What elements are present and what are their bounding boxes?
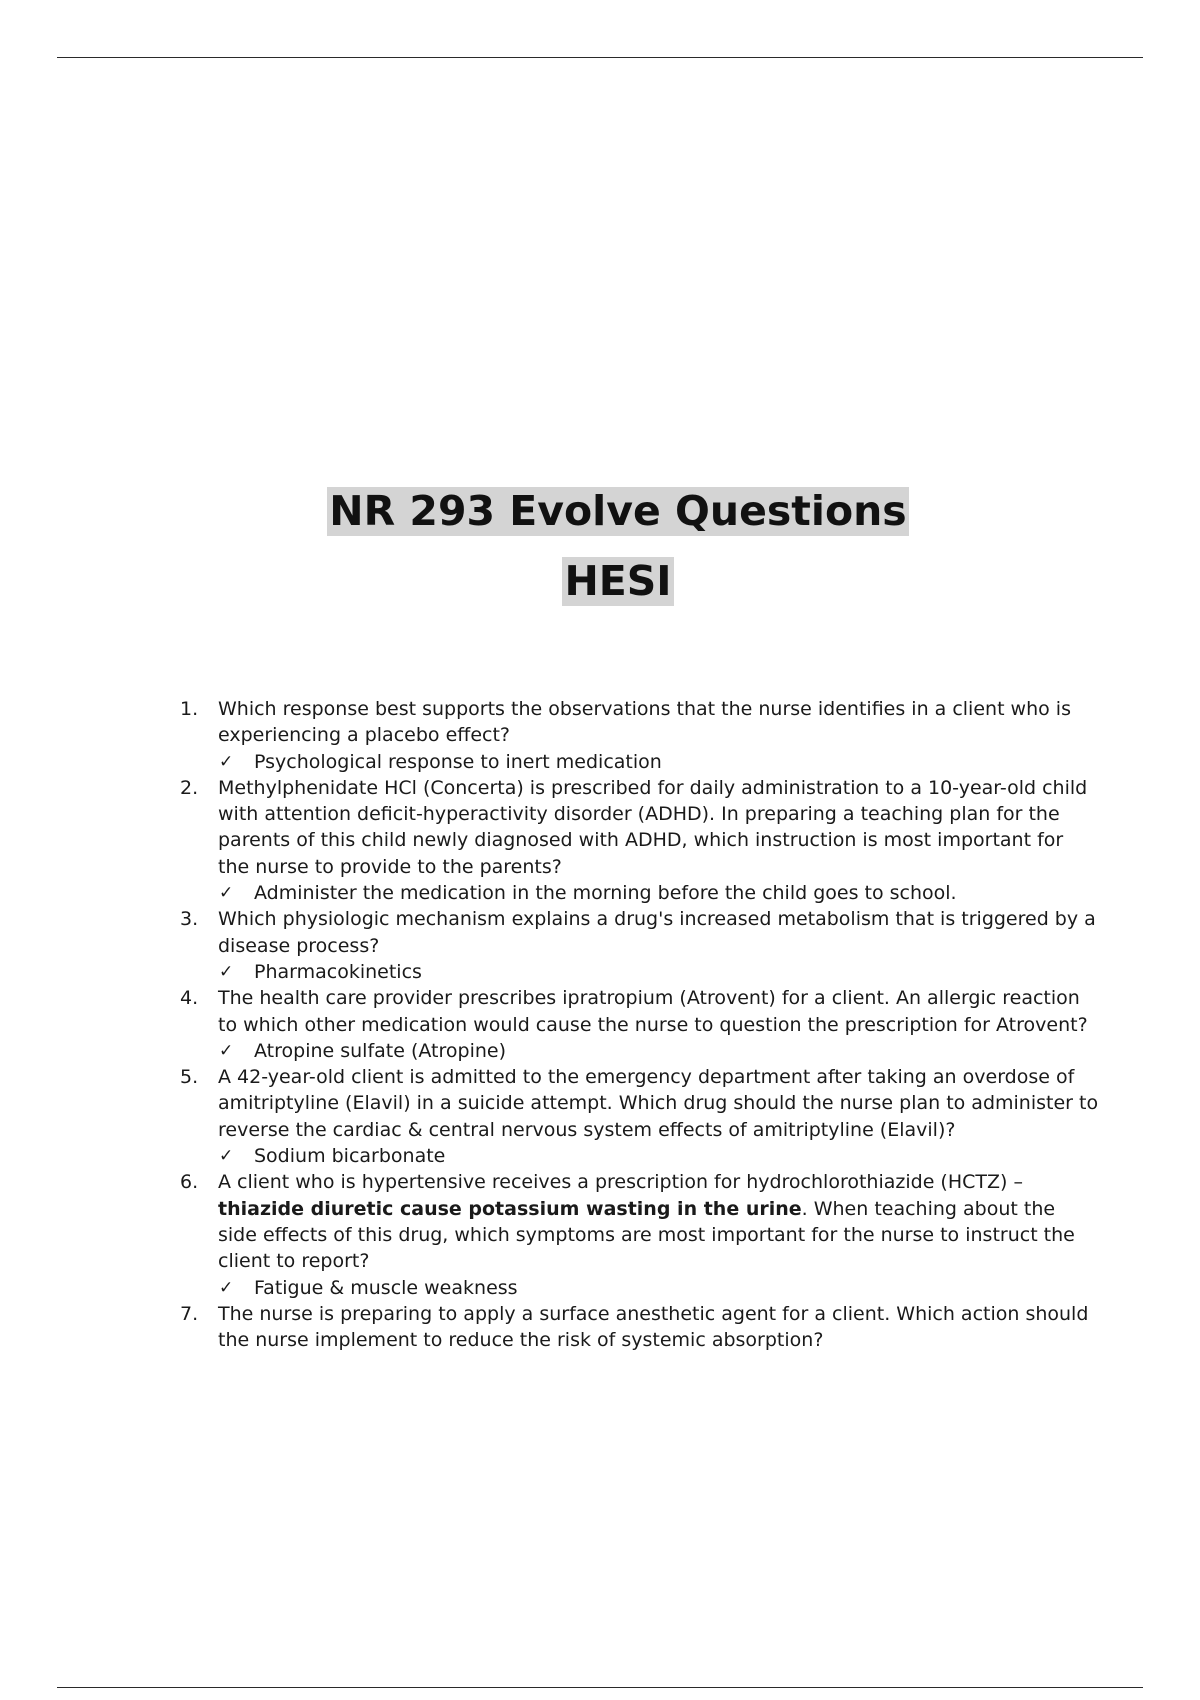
answer-line (218, 959, 1100, 985)
question-number: 7. (180, 1302, 199, 1325)
answer-line (218, 880, 1100, 906)
answer-text: Pharmacokinetics (254, 960, 422, 983)
question-number: 2. (180, 776, 199, 799)
question-item (180, 1064, 1100, 1169)
question-number: 4. (180, 987, 199, 1010)
checkmark-icon: ✓ (219, 1040, 234, 1061)
checkmark-icon: ✓ (219, 1146, 234, 1167)
question-text (218, 1169, 1100, 1274)
answer-line (218, 749, 1100, 775)
answer-text: Administer the medication in the morning before the child goes to school. (254, 882, 957, 905)
checkmark-icon: ✓ (219, 883, 234, 904)
question-number: 3. (180, 908, 199, 931)
question-item (180, 1301, 1100, 1354)
question-item (180, 985, 1100, 1064)
answer-text: Sodium bicarbonate (254, 1145, 446, 1168)
question-item (180, 906, 1100, 985)
question-list (180, 696, 1100, 1353)
question-text: The health care provider prescribes ipratropium (Atrovent) for a client. An allergic reaction to which other medication would cause the nurse to question the prescription for Atrovent? (218, 987, 1088, 1036)
title-block (0, 487, 1200, 627)
question-number: 1. (180, 698, 199, 720)
question-number: 6. (180, 1171, 199, 1194)
answer-text: Atropine sulfate (Atropine) (254, 1039, 507, 1062)
checkmark-icon: ✓ (219, 751, 234, 772)
question-item (180, 1169, 1100, 1300)
question-text: Methylphenidate HCl (Concerta) is prescribed for daily administration to a 10-year-old child with attention deficit-hyperactivity disorder (ADHD). In preparing a teaching plan for the parents of this child newly diagnosed with ADHD, which instruction is most important for the nurse to provide to the parents? (218, 776, 1088, 878)
footer-rule (57, 1687, 1143, 1688)
question-text: Which physiologic mechanism explains a drug's increased metabolism that is triggered by a disease process? (218, 908, 1096, 957)
question-text-before: A client who is hypertensive receives a prescription for hydrochlorothiazide (HCTZ) – (218, 1171, 1023, 1194)
answer-line (218, 1275, 1100, 1301)
checkmark-icon: ✓ (219, 1277, 234, 1298)
question-text: Which response best supports the observations that the nurse identifies in a client who is experiencing a placebo effect? (218, 698, 1071, 747)
answer-text: Fatigue & muscle weakness (254, 1276, 518, 1299)
question-number: 5. (180, 1066, 199, 1089)
question-text-after: . When teaching about the side effects of this drug, which symptoms are most important for the nurse to instruct the client to report? (218, 1197, 1075, 1273)
question-text-emphasis: thiazide diuretic cause potassium wasting in the urine (218, 1197, 802, 1220)
question-text: The nurse is preparing to apply a surface anesthetic agent for a client. Which action should the nurse implement to reduce the risk of systemic absorption? (218, 1302, 1089, 1352)
document-title: NR 293 Evolve Questions (329, 487, 907, 535)
header-rule (57, 57, 1143, 58)
question-item (180, 775, 1100, 906)
checkmark-icon: ✓ (219, 961, 234, 982)
answer-line (218, 1038, 1100, 1064)
question-text: A 42-year-old client is admitted to the emergency department after taking an overdose of amitriptyline (Elavil) in a suicide attempt. Which drug should the nurse plan to administer to reverse the cardiac & central nervous system effects of amitriptyline (Elavil)? (218, 1066, 1099, 1141)
question-item (180, 696, 1100, 775)
answer-line (218, 1143, 1100, 1169)
document-subtitle: HESI (564, 557, 672, 605)
answer-text: Psychological response to inert medication (254, 750, 662, 773)
